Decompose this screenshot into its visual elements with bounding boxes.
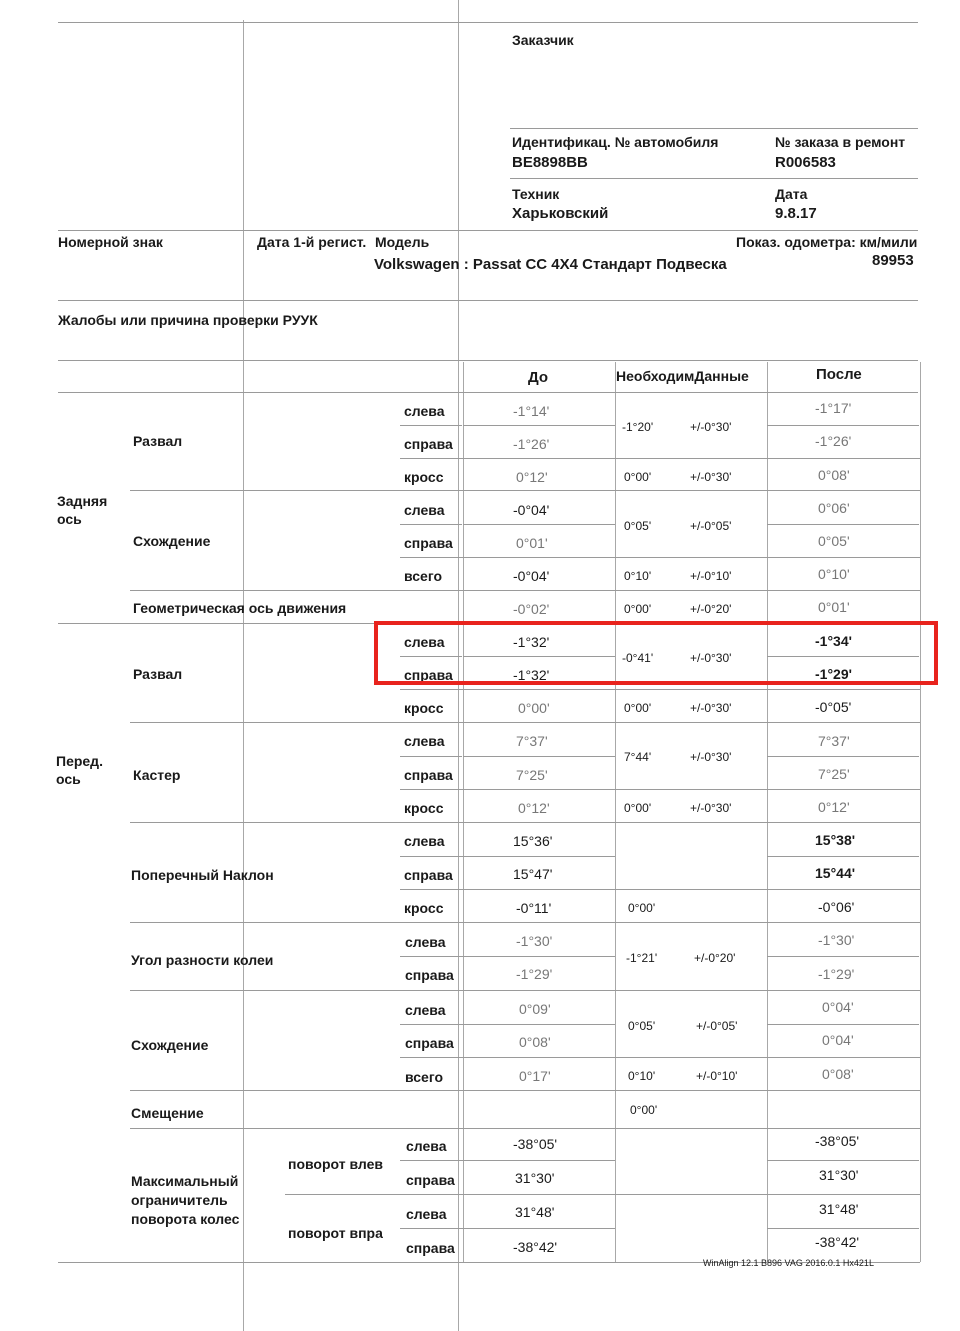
plate-label: Номерной знак bbox=[58, 234, 163, 250]
value-cell: -38°05' bbox=[513, 1136, 558, 1152]
value-cell: 15°38' bbox=[815, 832, 856, 848]
value-cell: 7°44' bbox=[624, 750, 652, 764]
side-left: слева bbox=[405, 934, 446, 950]
front-axle-label: Перед. ось bbox=[56, 753, 103, 787]
value-cell: -0°04' bbox=[513, 502, 550, 518]
value-cell: 0°08' bbox=[818, 467, 850, 483]
toe-out-label: Угол разности колеи bbox=[131, 952, 274, 968]
model-value: Volkswagen : Passat CC 4X4 Стандарт Подвеска bbox=[374, 256, 727, 273]
turn-right-label: поворот впра bbox=[288, 1225, 383, 1241]
col-before: До bbox=[528, 369, 549, 386]
order-value: R006583 bbox=[775, 154, 836, 171]
side-cross: кросс bbox=[404, 900, 444, 916]
software-footer: WinAlign 12.1 B896 VAG 2016.0.1 Hx421L bbox=[703, 1258, 874, 1268]
value-cell: -1°34' bbox=[815, 633, 852, 649]
value-cell: -0°11' bbox=[516, 900, 552, 916]
date-label: Дата bbox=[775, 186, 808, 202]
value-cell: +/-0°10' bbox=[696, 1069, 738, 1083]
value-cell: -0°04' bbox=[513, 568, 550, 584]
value-cell: 0°10' bbox=[818, 566, 850, 582]
technician-value: Харьковский bbox=[512, 205, 609, 222]
technician-label: Техник bbox=[512, 186, 560, 202]
value-cell: +/-0°20' bbox=[690, 602, 732, 616]
value-cell: -38°42' bbox=[513, 1239, 558, 1255]
value-cell: 0°10' bbox=[624, 569, 652, 583]
side-left: слева bbox=[404, 733, 445, 749]
value-cell: -0°02' bbox=[513, 601, 550, 617]
value-cell: 31°48' bbox=[819, 1201, 859, 1217]
max-steer-label bbox=[131, 1172, 239, 1229]
col-data: Данные bbox=[694, 368, 749, 384]
value-cell: +/-0°05' bbox=[690, 519, 732, 533]
value-cell: -1°26' bbox=[513, 436, 550, 452]
rear-toe-label: Схождение bbox=[133, 533, 211, 549]
value-cell: 0°08' bbox=[822, 1066, 854, 1082]
side-cross: кросс bbox=[404, 469, 444, 485]
value-cell: 0°05' bbox=[818, 533, 850, 549]
value-cell: -1°26' bbox=[815, 433, 852, 449]
side-cross: кросс bbox=[404, 800, 444, 816]
value-cell: -1°29' bbox=[815, 666, 852, 682]
value-cell: -38°42' bbox=[815, 1234, 860, 1250]
value-cell: 0°00' bbox=[624, 701, 652, 715]
value-cell: 0°00' bbox=[624, 470, 652, 484]
value-cell: 0°00' bbox=[628, 901, 656, 915]
value-cell: 31°48' bbox=[515, 1204, 555, 1220]
col-required-data bbox=[616, 368, 766, 386]
value-cell: +/-0°30' bbox=[690, 651, 732, 665]
max-steer-label-line: ограничитель bbox=[131, 1192, 228, 1208]
side-right: справа bbox=[404, 867, 453, 883]
value-cell: 0°01' bbox=[516, 535, 548, 551]
vin-label: Идентификац. № автомобиля bbox=[512, 134, 719, 150]
front-camber-label: Развал bbox=[133, 666, 183, 682]
value-cell: 0°17' bbox=[519, 1068, 551, 1084]
side-left: слева bbox=[406, 1206, 447, 1222]
turn-left-label: поворот влев bbox=[288, 1156, 384, 1172]
value-cell: -0°05' bbox=[815, 699, 852, 715]
value-cell: 0°00' bbox=[630, 1103, 658, 1117]
side-total: всего bbox=[405, 1069, 444, 1085]
value-cell: 0°12' bbox=[518, 800, 550, 816]
value-cell: -38°05' bbox=[815, 1133, 860, 1149]
setback-label: Смещение bbox=[131, 1105, 204, 1121]
value-cell: 0°12' bbox=[516, 469, 548, 485]
thrust-angle-label: Геометрическая ось движения bbox=[133, 600, 347, 616]
side-left: слева bbox=[404, 833, 445, 849]
value-cell: 0°06' bbox=[818, 500, 850, 516]
value-cell: 7°37' bbox=[818, 733, 850, 749]
side-left: слева bbox=[406, 1138, 447, 1154]
front-toe-label: Схождение bbox=[131, 1037, 209, 1053]
reg-date-label: Дата 1-й регист. bbox=[257, 234, 367, 250]
value-cell: -1°30' bbox=[818, 932, 855, 948]
date-value: 9.8.17 bbox=[775, 205, 817, 222]
value-cell: -1°32' bbox=[513, 634, 550, 650]
max-steer-label-line: Максимальный bbox=[131, 1173, 239, 1189]
max-steer-label-line: поворота колес bbox=[131, 1211, 240, 1227]
value-cell: 7°37' bbox=[516, 733, 548, 749]
value-cell: +/-0°10' bbox=[690, 569, 732, 583]
value-cell: -0°41' bbox=[622, 651, 654, 665]
value-cell: -1°21' bbox=[626, 951, 658, 965]
odometer-label: Показ. одометра: км/мили bbox=[736, 234, 918, 250]
value-cell: -1°14' bbox=[513, 403, 550, 419]
side-right: справа bbox=[405, 967, 454, 983]
value-cell: 0°00' bbox=[518, 700, 550, 716]
value-cell: -1°20' bbox=[622, 420, 654, 434]
side-right: справа bbox=[404, 436, 453, 452]
col-after: После bbox=[816, 366, 862, 383]
value-cell: 0°05' bbox=[628, 1019, 656, 1033]
value-cell: +/-0°30' bbox=[690, 801, 732, 815]
rear-axle-label: Задняя ось bbox=[57, 493, 108, 527]
value-cell: -1°32' bbox=[513, 667, 550, 683]
value-cell: +/-0°30' bbox=[690, 470, 732, 484]
side-right: справа bbox=[404, 667, 453, 683]
value-cell: 7°25' bbox=[516, 767, 548, 783]
value-cell: 0°12' bbox=[818, 799, 850, 815]
value-cell: 31°30' bbox=[515, 1170, 555, 1186]
rear-camber-label: Развал bbox=[133, 433, 183, 449]
value-cell: 15°44' bbox=[815, 865, 856, 881]
side-left: слева bbox=[404, 502, 445, 518]
value-cell: 15°47' bbox=[513, 866, 553, 882]
value-cell: 0°04' bbox=[822, 1032, 854, 1048]
complaint-label: Жалобы или причина проверки РУУК bbox=[58, 312, 318, 328]
side-left: слева bbox=[405, 1002, 446, 1018]
order-label: № заказа в ремонт bbox=[775, 134, 906, 150]
sai-label: Поперечный Наклон bbox=[131, 867, 274, 883]
value-cell: 0°00' bbox=[624, 801, 652, 815]
customer-label: Заказчик bbox=[512, 32, 574, 48]
value-cell: +/-0°05' bbox=[696, 1019, 738, 1033]
value-cell: -1°29' bbox=[818, 966, 855, 982]
vin-value: BE8898BB bbox=[512, 154, 588, 171]
value-cell: 0°01' bbox=[818, 599, 850, 615]
value-cell: -1°30' bbox=[516, 933, 553, 949]
side-left: слева bbox=[404, 634, 445, 650]
value-cell: 0°10' bbox=[628, 1069, 656, 1083]
value-cell: -1°17' bbox=[815, 400, 852, 416]
value-cell: 0°00' bbox=[624, 602, 652, 616]
side-right: справа bbox=[406, 1172, 455, 1188]
side-cross: кросс bbox=[404, 700, 444, 716]
value-cell: 7°25' bbox=[818, 766, 850, 782]
col-required: Необходим bbox=[616, 368, 695, 384]
value-cell: -0°06' bbox=[818, 899, 855, 915]
odometer-value: 89953 bbox=[872, 252, 914, 269]
value-cell: 0°09' bbox=[519, 1001, 551, 1017]
side-right: справа bbox=[404, 767, 453, 783]
value-cell: +/-0°30' bbox=[690, 420, 732, 434]
value-cell: +/-0°20' bbox=[694, 951, 736, 965]
highlight-box bbox=[374, 621, 938, 685]
model-label: Модель bbox=[375, 234, 430, 250]
side-left: слева bbox=[404, 403, 445, 419]
value-cell: 0°08' bbox=[519, 1034, 551, 1050]
value-cell: +/-0°30' bbox=[690, 701, 732, 715]
side-right: справа bbox=[405, 1035, 454, 1051]
side-total: всего bbox=[404, 568, 443, 584]
caster-label: Кастер bbox=[133, 767, 181, 783]
value-cell: -1°29' bbox=[516, 966, 553, 982]
value-cell: 0°04' bbox=[822, 999, 854, 1015]
value-cell: 15°36' bbox=[513, 833, 553, 849]
side-right: справа bbox=[404, 535, 453, 551]
value-cell: 31°30' bbox=[819, 1167, 859, 1183]
value-cell: 0°05' bbox=[624, 519, 652, 533]
value-cell: +/-0°30' bbox=[690, 750, 732, 764]
side-right: справа bbox=[406, 1240, 455, 1256]
